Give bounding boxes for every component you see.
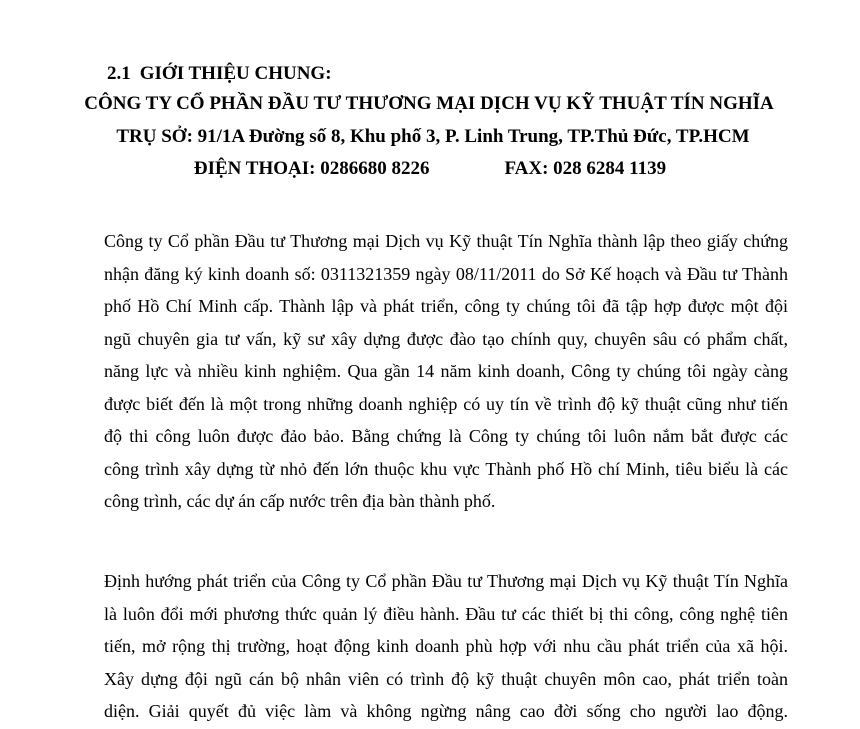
orientation-paragraph xyxy=(104,565,788,728)
paragraph-line: Công ty Cổ phần Đầu tư Thương mại Dịch vụ Kỹ thuật Tín Nghĩa thành lập theo giấy chứng xyxy=(104,231,788,251)
company-contact xyxy=(0,157,860,181)
intro-paragraph xyxy=(104,225,788,518)
company-phone: ĐIỆN THOẠI: 0286680 8226 xyxy=(193,158,430,179)
company-address: TRỤ SỞ: 91/1A Đường số 8, Khu phố 3, P. Linh Trung, TP.Thủ Đức, TP.HCM xyxy=(116,126,750,147)
section-number: 2.1 xyxy=(107,63,131,84)
paragraph-line: tiến, mở rộng thị trường, hoạt động kinh doanh phù hợp với nhu cầu phát triển của xã hội. xyxy=(104,636,788,656)
company-name: CÔNG TY CỔ PHẦN ĐẦU TƯ THƯƠNG MẠI DỊCH VỤ KỸ THUẬT TÍN NGHĨA xyxy=(84,93,774,114)
paragraph-line: phố Hồ Chí Minh cấp. Thành lập và phát triển, công ty chúng tôi đã tập hợp được một đội xyxy=(104,296,788,316)
paragraph-line: Định hướng phát triển của Công ty Cổ phần Đầu tư Thương mại Dịch vụ Kỹ thuật Tín Nghĩa xyxy=(104,571,788,591)
section-title: GIỚI THIỆU CHUNG: xyxy=(139,63,332,84)
paragraph-line: độ thi công luôn được đảo bảo. Bằng chứng là Công ty chúng tôi luôn nắm bắt được các xyxy=(104,426,788,446)
paragraph-line: năng lực và nhiều kinh nghiệm. Qua gần 14 năm kinh doanh, Công ty chúng tôi ngày càng xyxy=(104,361,788,381)
paragraph-line: nhận đăng ký kinh doanh số: 0311321359 ngày 08/11/2011 do Sở Kế hoạch và Đầu tư Thành xyxy=(104,263,788,284)
paragraph-line: diện. Giải quyết đủ việc làm và không ngừng nâng cao đời sống cho người lao động. xyxy=(104,701,788,721)
paragraph-line: công trình xây dựng từ nhỏ đến lớn thuộc khu vực Thành phố Hồ chí Minh, tiêu biểu là các xyxy=(104,458,788,479)
section-heading xyxy=(107,62,332,86)
paragraph-line: Xây dựng đội ngũ cán bộ nhân viên có trình độ kỹ thuật chuyên môn cao, phát triển toàn xyxy=(104,668,788,689)
paragraph-line: là luôn đổi mới phương thức quản lý điều hành. Đầu tư các thiết bị thi công, công nghệ tiên xyxy=(104,603,788,624)
paragraph-line: ngũ chuyên gia tư vấn, kỹ sư xây dựng được đào tạo chính quy, chuyên sâu có phẩm chất, xyxy=(104,328,788,349)
paragraph-line: được biết đến là một trong những doanh nghiệp có uy tín về trình độ kỹ thuật cũng như tiến xyxy=(104,393,788,414)
paragraph-line: công trình, các dự án cấp nước trên địa bàn thành phố. xyxy=(104,491,496,511)
company-fax: FAX: 028 6284 1139 xyxy=(504,158,667,179)
